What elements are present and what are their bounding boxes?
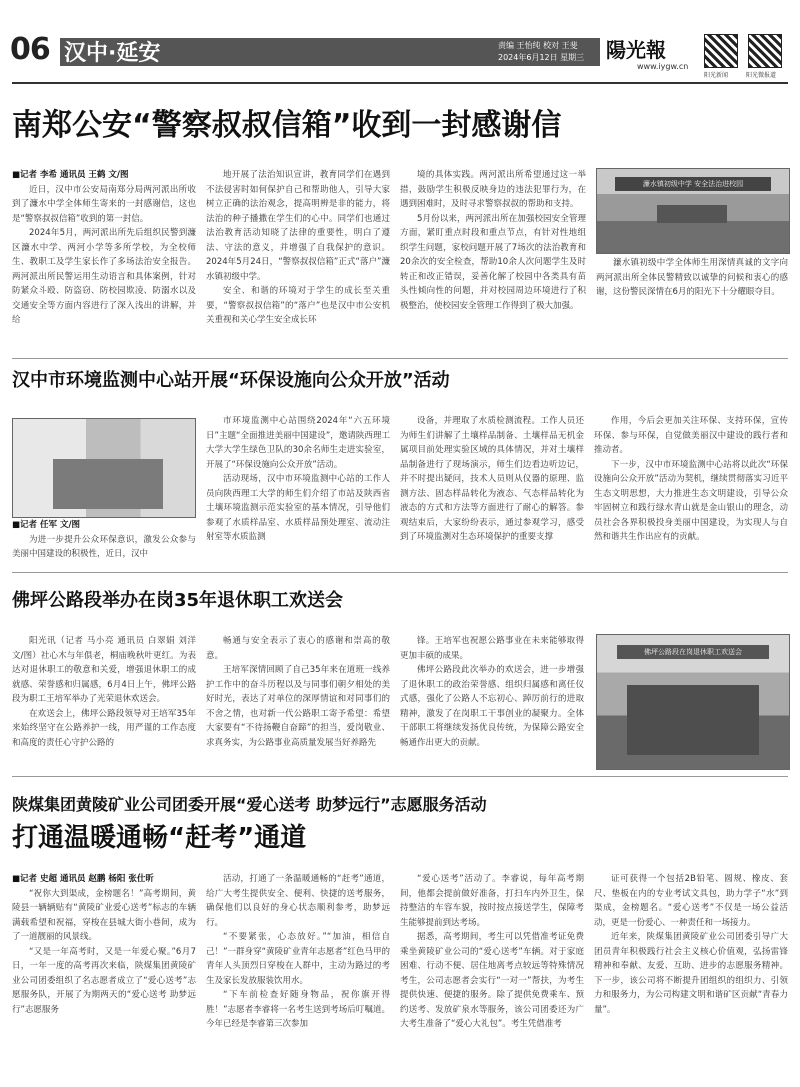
paragraph: 锋。王培军也祝愿公路事业在未来能够取得更加丰硕的成果。 [400, 636, 584, 661]
site-url[interactable]: www.iygw.cn [637, 62, 689, 71]
news-photo [12, 418, 196, 518]
editor-line: 责编 王怡纯 校对 王斐 [498, 41, 578, 50]
paragraph: 畅通与安全表示了衷心的感谢和崇高的敬意。 [206, 636, 390, 661]
qr-caption: 阳光新闻 [704, 72, 729, 79]
article-headline: 佛坪公路段举办在岗35年退休职工欢送会 [12, 590, 344, 611]
paragraph: 在欢送会上，佛坪公路段领导对王培军35年来始终坚守在公路养护一线，用严谨的工作态度和高度的责任心守护公路的 [12, 708, 196, 748]
newspaper-logo: 陽光報 [606, 38, 666, 62]
article-column [206, 168, 390, 356]
qr-code-icon[interactable] [704, 34, 738, 68]
article-column [400, 872, 584, 1078]
article-column [594, 414, 788, 566]
paragraph: 2024年5月，两河派出所先后组织民警到濂区濂水中学、两河小学等多所学校，为全校师生、教职工及学生家长作了多场法治安全报告。两河派出所民警运用生动语言和具体案例，针对防紧众斗殴、防盗窃、防校园欺凌、防溺水以及交通安全等方面内容进行了深入浅出的讲解，并给 [12, 228, 196, 325]
paragraph: 5月份以来，两河派出所在加强校园安全管理方面，紧盯重点时段和重点节点，有针对性地组织学生问题，家校问题开展了7场次的法治教育和20余次的安全检查，帮助10余人次问题学生及时转正和改正错误，妥善化解了校园中各类具有苗头性倾向性的问题，并对校园周边环境进行了积极整治，使校园安全管理工作得到了极大加强。 [400, 213, 586, 311]
qr-caption: 阳光微报道 [746, 72, 777, 79]
paragraph: 作用，今后会更加关注环保、支持环保，宣传环保、参与环保，自觉做美丽汉中建设的践行者和推动者。 [594, 416, 788, 455]
article-column [12, 518, 196, 562]
article-column [400, 414, 584, 566]
paragraph: 证可获得一个包括2B铅笔、圆规、橡皮、套尺、垫板在内的专业考试文具包，助力学子“水”到渠成，金榜题名。“爱心送考”不仅是一场公益活动，更是一份爱心、一种责任和一场接力。 [594, 874, 788, 928]
article-column [400, 634, 584, 768]
paragraph: 佛坪公路段此次举办的欢送会，进一步增强了退休职工的政治荣誉感、组织归属感和离任仪式感，强化了公路人不忘初心、踔厉前行的进取精神，激发了在岗职工干事创业的凝聚力。全体干部职工将继续发扬优良传统，为保障公路安全畅通作出更大的贡献。 [400, 665, 584, 748]
byline: ■记者 史超 通讯员 赵鹏 杨阳 张仕昕 [12, 874, 154, 884]
paragraph: 活动，打通了一条温暖通畅的“赶考”通道，给广大考生提供安全、便利、快捷的送考服务，确保他们以良好的身心状态顺利参考，助梦远行。 [206, 874, 390, 928]
paragraph: 安全、和谐的环境对于学生的成长至关重要，“警察叔叔信箱”的“落户”也是汉中市公安机关重视和关心学生安全成长环 [206, 286, 390, 325]
paragraph: “又是一年高考时，又是一年爱心聚。”6月7日，一年一度的高考再次来临，陕煤集团黄陵矿业公司团委组织了名志愿者成立了“爱心送考”志愿服务队，开展了为期两天的“爱心送考 助梦远行”志愿服务 [12, 946, 196, 1015]
edition-meta [498, 40, 584, 64]
byline: ■记者 李希 通讯员 王鹤 文/图 [12, 170, 129, 180]
divider [12, 776, 788, 777]
paragraph: 近日，汉中市公安局南郑分局两河派出所收到了濂水中学全体师生寄来的一封感谢信，这也是“警察叔叔信箱”收到的第一封信。 [12, 184, 196, 224]
paragraph: 活动现场，汉中市环境监测中心站的工作人员向陕西理工大学的师生们介绍了市站及陕西省土壤环境监测示范实验室的基本情况，引导他们参观了水质样品室、水质样品预处理室、流动注射室等水质监测 [206, 474, 390, 542]
byline: ■记者 任军 文/图 [12, 520, 81, 530]
page-number: 06 [10, 32, 50, 67]
article-column [206, 872, 390, 1078]
paragraph: 据悉，高考期间，考生可以凭借准考证免费乘坐黄陵矿业公司的“爱心送考”车辆。对于家庭困难、行动不便、居住地离考点较远等特殊情况考生，公司志愿者会实行“一对一”帮扶，为考生提供快速、便捷的服务。除了提供免费乘车、预约送考、发放矿泉水等服务，该公司团委还为广大考生准备了“爱心大礼包”。考生凭借准考 [400, 932, 584, 1029]
paragraph: 设备，并理取了水质检测流程。工作人员还为师生们讲解了土壤样品制备、土壤样品无机金属项目前处理实验区域的具体情况，并对土壤样品制备进行了现场演示，师生们边看边听边记，并不时提出疑问，技术人员则从仪器的原理、监测方法、固态样品转化为液态、气态样品转化为液态的方式和方法等方面进行了耐心的解答。参观结束后，大家纷纷表示，通过参观学习，感受到了环境监测对生态环境保护的重要支撑 [400, 416, 584, 542]
paragraph: 阳光讯（记者 马小亮 通讯员 白翠娟 刘洋 文/图）社心木与年俱老，桐庙晚秋叶更红。为表达对退休职工的敬意和关爱，增强退休职工的成就感、荣誉感和归属感，6月4日上午，佛坪公路段为职工王培军举办了光荣退休欢送会。 [12, 636, 196, 704]
header-rule [12, 82, 788, 84]
article-column [12, 168, 196, 356]
photo-banner: 濂水镇初级中学 安全法治进校园 [615, 177, 771, 191]
paragraph: “祝你大到渠成，金榜题名！”高考期间，黄陵县一辆辆贴有“黄陵矿业爱心送考”标志的车辆满载希望和祝福，穿梭在县城大街小巷间，成为了一道靓丽的风景线。 [12, 888, 196, 942]
news-photo [596, 634, 790, 770]
article-column [206, 414, 390, 566]
article-subheadline: 陕煤集团黄陵矿业公司团委开展“爱心送考 助梦远行”志愿服务活动 [12, 795, 487, 814]
photo-caption: 濂水镇初级中学全体师生用深情真诚的文字向两河派出所全体民警精致以诚挚的问候和衷心的感谢，这份警民深情在6月的阳光下十分耀眼夺目。 [596, 258, 788, 297]
paragraph: 为进一步提升公众环保意识，激发公众参与美丽中国建设的积极性，近日，汉中 [12, 534, 196, 559]
paragraph: 市环境监测中心站围绕2024年“六五环境日”主题“全面推进美丽中国建设”，邀请陕西理工大学大学生绿色卫队的30余名师生走进实验室，开展了“环保设施向公众开放”活动。 [206, 416, 390, 470]
divider [12, 572, 788, 573]
paragraph: 近年来，陕煤集团黄陵矿业公司团委引导广大团员青年积极践行社会主义核心价值观，弘扬雷锋精神和奉献、友爱、互助、进步的志愿服务精神。下一步，该公司将不断提升团组织的组织力、引领力和服务力，为公司构建文明和谐矿区贡献“青春力量”。 [594, 932, 788, 1015]
article-column [594, 872, 788, 1078]
date-line: 2024年6月12日 星期三 [498, 53, 585, 62]
paragraph: 地开展了法治知识宣讲，教育同学们在遇到不法侵害时如何保护自己和帮助他人，引导大家树立正确的法治观念，提高明辨是非的能力，将法治的种子播撒在学生们的心中。同学们也通过法治教育活动知晓了法律的重要性，明白了遵法、守法的意义，并增强了自我保护的意识。2024年5月24日，“警察叔叔信箱”正式“落户”濂水镇初级中学。 [206, 170, 390, 282]
news-photo [596, 168, 790, 254]
section-title: 汉中·延安 [64, 41, 161, 66]
qr-code-icon[interactable] [748, 34, 782, 68]
photo-banner: 佛坪公路段在岗退休职工欢送会 [617, 645, 769, 659]
paragraph: “爱心送考”活动了。李睿说，每年高考期间，他都会提前做好准备，打扫车内外卫生，保持整洁的车容车貌，按时按点接送学生，保障考生能够提前到达考场。 [400, 874, 584, 928]
article-headline: 南郑公安“警察叔叔信箱”收到一封感谢信 [12, 108, 562, 143]
paragraph: “下车前检查好随身物品，祝你旗开得胜！”志愿者李睿将一名考生送到考场后叮嘱道。今年已经是李睿第三次参加 [206, 990, 390, 1029]
paragraph: 王培军深情回顾了自己35年来在道班一线养护工作中的奋斗历程以及与同事们朝夕相处的美好时光，表达了对单位的深厚情谊和对同事们的不舍之情，也对新一代公路职工寄予希望：希望大家要有“不待扬鞭自奋蹄”的担当，爱岗敬业、求真务实，为公路事业高质量发展当好养路先 [206, 665, 390, 748]
article-headline: 打通温暖通畅“赶考”通道 [12, 823, 307, 853]
divider [12, 358, 788, 359]
paragraph: “不要紧张，心态放好。”“加油，相信自己！”一群身穿“黄陵矿业青年志愿者”红色马甲的青年人头顶烈日穿梭在人群中，主动为路过的考生及家长发放服装饮用水。 [206, 932, 390, 986]
article-column [400, 168, 586, 356]
paragraph: 下一步，汉中市环境监测中心站将以此次“环保设施向公众开放”活动为契机，继续贯彻落实习近平生态文明思想，大力推进生态文明建设，引导公众牢固树立和践行绿水青山就是金山银山的理念，动员社会各界积极投身美丽中国建设，为实现人与自然和谐共生作出应有的贡献。 [594, 459, 788, 542]
article-column [206, 634, 390, 768]
paragraph: 境的具体实践。两河派出所希望通过这一举措，鼓励学生积极反映身边的违法犯罪行为，在遇到困难时，及时寻求警察叔叔的帮助和支持。 [400, 170, 586, 209]
article-column [12, 634, 196, 768]
article-headline: 汉中市环境监测中心站开展“环保设施向公众开放”活动 [12, 370, 450, 391]
article-column [12, 872, 196, 1078]
